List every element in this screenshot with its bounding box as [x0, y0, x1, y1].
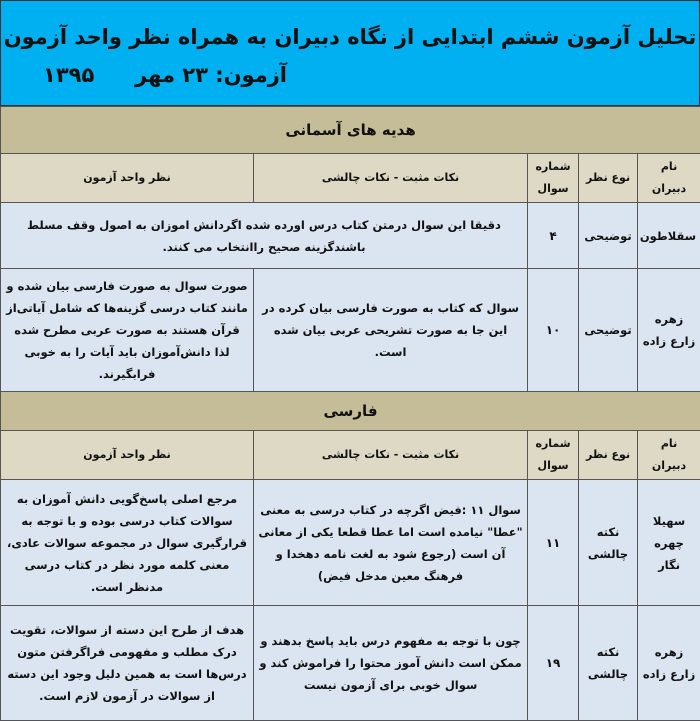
cell-type: توضیحی — [579, 203, 638, 269]
page-header — [0, 0, 700, 106]
page-title: تحلیل آزمون ششم ابتدایی از نگاه دبیران به همراه نظر واحد آزمون — [1, 25, 699, 49]
cell-type: توضیحی — [579, 269, 638, 392]
section-header — [1, 392, 700, 431]
cell-type: نکته چالشی — [579, 606, 638, 721]
column-header-type: نوع نظر — [579, 431, 638, 480]
cell-opinion: مرجع اصلی پاسخ‌گویی دانش آموزان به سوالات کتاب درسی بوده و با توجه به قرارگیری سوال در مجموعه سوالات عادی، معنی کلمه مورد نظر در کتاب درسی مدنظر است. — [1, 480, 254, 606]
column-header-row — [1, 431, 700, 480]
analysis-table — [0, 106, 700, 721]
cell-question: ۴ — [528, 203, 579, 269]
cell-question: ۱۱ — [528, 480, 579, 606]
cell-notes: دقیقا این سوال درمتن کتاب درس اورده شده اگردانش اموزان به اصول وقف مسلط باشندگزینه صحیح راانتخاب می کنند. — [1, 203, 528, 269]
column-header-row — [1, 154, 700, 203]
cell-notes: سوال ۱۱ :فیض اگرچه در کتاب درسی به معنی "عطا" نیامده است اما عطا قطعا یکی از معانی آن است (رجوع شود به لغت نامه دهخدا و فرهنگ معین مدخل فیض) — [254, 480, 528, 606]
exam-date: آزمون: ۲۳ مهر — [135, 63, 287, 87]
cell-notes: سوال که کتاب به صورت فارسی بیان کرده در این جا به صورت تشریحی عربی بیان شده است. — [254, 269, 528, 392]
table-row — [1, 480, 700, 606]
column-header-teacher: نام دبیران — [638, 154, 700, 203]
column-header-question: شماره سوال — [528, 154, 579, 203]
column-header-opinion: نظر واحد آزمون — [1, 431, 254, 480]
table-row — [1, 203, 700, 269]
table-row — [1, 606, 700, 721]
section-header — [1, 107, 700, 154]
column-header-notes: نکات مثبت - نکات چالشی — [254, 431, 528, 480]
exam-year: ۱۳۹۵ — [43, 63, 94, 87]
cell-opinion: صورت سوال به صورت فارسی بیان شده و مانند کتاب درسی گزینه‌ها که شامل آیاتی‌از قرآن هستند به صورت عربی مطرح شده لذا دانش‌آموزان باید آیات را به خوبی فرابگیرند. — [1, 269, 254, 392]
table-row — [1, 269, 700, 392]
cell-type: نکته چالشی — [579, 480, 638, 606]
section-title: فارسی — [1, 392, 700, 431]
cell-teacher: سقلاطون — [638, 203, 700, 269]
column-header-notes: نکات مثبت - نکات چالشی — [254, 154, 528, 203]
cell-question: ۱۹ — [528, 606, 579, 721]
cell-teacher: زهره زارع زاده — [638, 269, 700, 392]
cell-teacher: زهره زارع زاده — [638, 606, 700, 721]
column-header-opinion: نظر واحد آزمون — [1, 154, 254, 203]
column-header-question: شماره سوال — [528, 431, 579, 480]
cell-opinion: هدف از طرح این دسته از سوالات، تقویت درک مطلب و مفهومی فراگرفتن متون درس‌ها است به همین دلیل وجود این دسته از سوالات در آزمون لازم است. — [1, 606, 254, 721]
cell-teacher: سهیلا چهره نگار — [638, 480, 700, 606]
column-header-type: نوع نظر — [579, 154, 638, 203]
cell-notes: چون با توجه به مفهوم درس باید پاسخ بدهند و ممکن است دانش آموز محتوا را فراموش کند و سوال خوبی برای آزمون نیست — [254, 606, 528, 721]
column-header-teacher: نام دبیران — [638, 431, 700, 480]
section-title: هدیه های آسمانی — [1, 107, 700, 154]
cell-question: ۱۰ — [528, 269, 579, 392]
